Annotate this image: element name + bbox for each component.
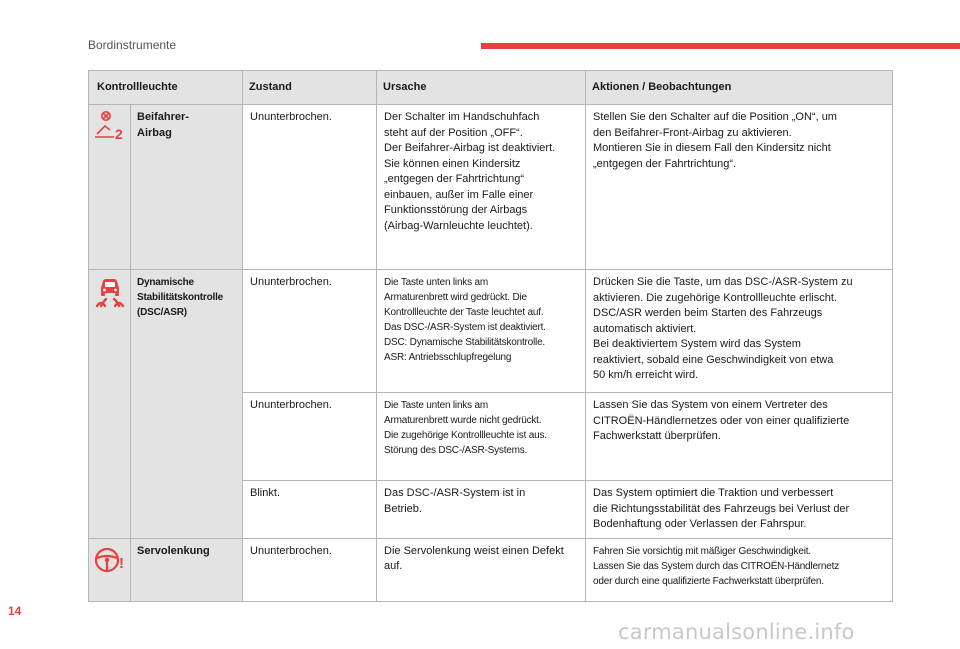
header-zustand: Zustand — [243, 71, 377, 105]
row-ursache: Die Taste unten links am Armaturenbrett wurde nicht gedrückt. Die zugehörige Kontrollleuchte ist aus. Störung des DSC-/ASR-Systems. — [377, 393, 586, 481]
warning-lights-table — [88, 70, 893, 602]
row-zustand: Ununterbrochen. — [243, 393, 377, 481]
row-aktion: Lassen Sie das System von einem Vertreter des CITROËN-Händlernetzes oder von einer qualifizierte Fachwerkstatt überprüfen. — [586, 393, 893, 481]
row-icon-cell — [89, 105, 131, 270]
row-ursache: Der Schalter im Handschuhfach steht auf der Position „OFF“. Der Beifahrer-Airbag ist deaktiviert. Sie können einen Kindersitz „entgegen der Fahrtrichtung“ einbauen, außer im Falle einer Funktionsstörung der Airbags (Airbag-Warnleuchte leuchtet). — [377, 105, 586, 270]
row-aktion: Das System optimiert die Traktion und verbessert die Richtungsstabilität des Fahrzeugs bei Verlust der Bodenhaftung oder Verlassen der Fahrspur. — [586, 481, 893, 539]
row-aktion: Drücken Sie die Taste, um das DSC-/ASR-System zu aktivieren. Die zugehörige Kontrollleuchte erlischt. DSC/ASR werden beim Starten des Fahrzeugs automatisch aktiviert. Bei deaktiviertem System wird das System reaktiviert, sobald eine Geschwindigkeit von etwa 50 km/h erreicht wird. — [586, 270, 893, 393]
svg-text:!: ! — [118, 554, 124, 572]
dsc-asr-icon — [89, 274, 130, 308]
page-number: 14 — [8, 604, 22, 618]
header-accent-bar — [481, 43, 960, 49]
header-kontrollleuchte: Kontrollleuchte — [89, 71, 243, 105]
airbag-off-icon — [89, 109, 130, 143]
row-aktion: Fahren Sie vorsichtig mit mäßiger Geschwindigkeit. Lassen Sie das System durch das CITROËN-Händlernetz oder durch eine qualifizierte Fachwerkstatt überprüfen. — [586, 538, 893, 601]
row-name: Dynamische Stabilitätskontrolle (DSC/ASR) — [131, 270, 243, 539]
section-title: Bordinstrumente — [88, 38, 177, 52]
row-name: Servolenkung — [131, 538, 243, 601]
power-steering-warning-icon — [89, 543, 130, 577]
row-zustand: Ununterbrochen. — [243, 105, 377, 270]
row-zustand: Blinkt. — [243, 481, 377, 539]
row-icon-cell — [89, 538, 131, 601]
table-row — [89, 270, 893, 393]
table-row — [89, 105, 893, 270]
row-zustand: Ununterbrochen. — [243, 270, 377, 393]
row-icon-cell — [89, 270, 131, 539]
row-ursache: Das DSC-/ASR-System ist in Betrieb. — [377, 481, 586, 539]
header-ursache: Ursache — [377, 71, 586, 105]
row-name: Beifahrer- Airbag — [131, 105, 243, 270]
svg-text:2: 2 — [114, 126, 123, 142]
header-aktionen: Aktionen / Beobachtungen — [586, 71, 893, 105]
row-aktion: Stellen Sie den Schalter auf die Position „ON“, um den Beifahrer-Front-Airbag zu aktivieren. Montieren Sie in diesem Fall den Kindersitz nicht „entgegen der Fahrtrichtung“. — [586, 105, 893, 270]
row-ursache: Die Taste unten links am Armaturenbrett wird gedrückt. Die Kontrollleuchte der Taste leuchtet auf. Das DSC-/ASR-System ist deaktiviert. DSC: Dynamische Stabilitätskontrolle. ASR: Antriebsschlupfregelung — [377, 270, 586, 393]
row-zustand: Ununterbrochen. — [243, 538, 377, 601]
watermark: carmanualsonline.info — [618, 620, 855, 644]
row-ursache: Die Servolenkung weist einen Defekt auf. — [377, 538, 586, 601]
table-row — [89, 538, 893, 601]
table-header-row — [89, 71, 893, 105]
